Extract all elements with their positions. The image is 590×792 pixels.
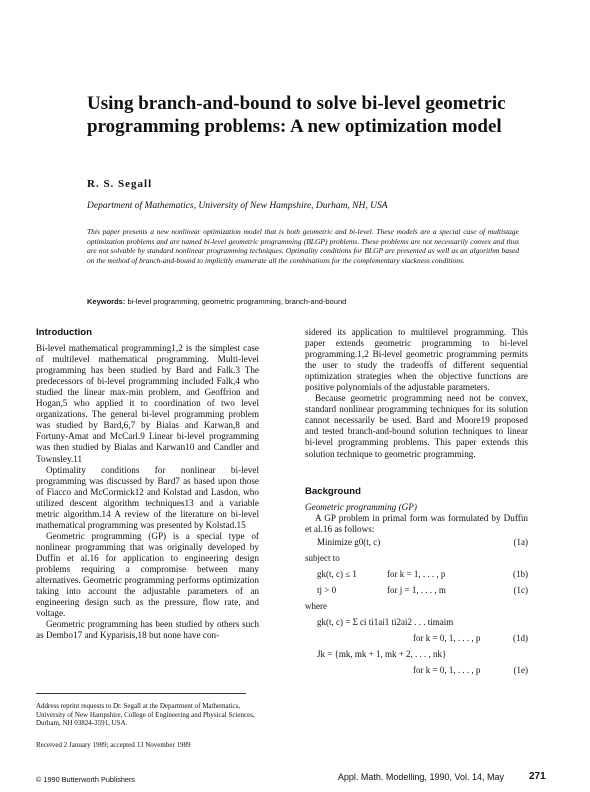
equation-number: (1e) bbox=[513, 664, 528, 675]
equation-lhs: Jk = {mk, mk + 1, mk + 2, . . . , nk} bbox=[317, 648, 447, 659]
section-heading-introduction: Introduction bbox=[36, 327, 92, 338]
intro-paragraph: Bi-level mathematical programming1,2 is the simplest case of multilevel mathematical programming. Multi-level programming has been studied by Bard and Falk.3 The predecessors of bi-level programming included Falk,4 who studied the linear max-min problem, and Geoffrion and Hogan,5 who applied it to coordination of two level organizations. The general bi-level programming problem was studied by Bard,6,7 by Bialas and Karwan,8 and Fortuny-Amat and McCarl.9 Linear bi-level programming was then studied by Bialas and Karwan10 and Candler and Townsley.11 bbox=[36, 343, 259, 464]
equation-row bbox=[305, 633, 528, 647]
author-name: R. S. Segall bbox=[87, 178, 153, 190]
equation-lhs: gk(t, c) = Σ ci ti1ai1 ti2ai2 . . . timaim bbox=[317, 616, 454, 627]
author-affiliation: Department of Mathematics, University of New Hampshire, Durham, NH, USA bbox=[87, 201, 388, 211]
intro-paragraph: Geometric programming (GP) is a special type of nonlinear programming that was originally developed by Duffin et al.16 for application to engineering design problems requiring a compromise between many alternatives. Geometric programming performs optimization taking into account the adjustable parameters of an engineering design such as the pressure, flow rate, and voltage. bbox=[36, 530, 259, 619]
equation-lhs: subject to bbox=[305, 552, 340, 563]
page-number: 271 bbox=[529, 771, 546, 782]
footnote-divider bbox=[36, 693, 246, 694]
abstract: This paper presents a new nonlinear optimization model that is both geometric and bi-level. These models are a special case of multistage optimization problems and are named bi-level geometric programming (BLGP) problems. These problems are not necessarily convex and thus are not solvable by standard nonlinear programming techniques. Optimality conditions for BLGP are presented as well as an algorithm based on the method of branch-and-bound to implicitly enumerate all the combinations for the complementary slackness conditions. bbox=[87, 227, 519, 265]
keywords-label: Keywords: bbox=[87, 297, 126, 306]
equation-lhs: tj > 0 bbox=[317, 584, 337, 595]
received-dates: Received 2 January 1989; accepted 13 November 1989 bbox=[36, 741, 191, 749]
right-column bbox=[305, 327, 528, 681]
left-column bbox=[36, 327, 259, 641]
equation-number: (1b) bbox=[513, 568, 528, 579]
gp-intro: A GP problem in primal form was formulated by Duffin et al.16 as follows: bbox=[305, 512, 528, 534]
equation-condition: for j = 1, . . . , m bbox=[387, 584, 446, 595]
equation-lhs: gk(t, c) ≤ 1 bbox=[317, 568, 357, 579]
equation-row bbox=[305, 617, 528, 631]
paper-title: Using branch-and-bound to solve bi-level geometric programming problems: A new optimization model bbox=[87, 93, 506, 137]
equation-row bbox=[305, 585, 528, 599]
equation-number: (1a) bbox=[513, 536, 528, 547]
subsection-heading: Geometric programming (GP) bbox=[305, 501, 417, 512]
copyright: © 1990 Butterworth Publishers bbox=[36, 775, 136, 784]
body-paragraph: Because geometric programming need not be convex, standard nonlinear programming techniques for its solution cannot necessarily be used. Bard and Moore19 proposed and tested branch-and-bound solution techniques to linear bi-level programming problems. This paper extends this solution technique to geometric programming. bbox=[305, 393, 528, 459]
equation-row bbox=[305, 569, 528, 583]
intro-paragraph: Optimality conditions for nonlinear bi-level programming was discussed by Bard7 as based upon those of Fiacco and McCormick12 and Kolstad and Lasdon, who utilized descent algorithm techniques13 and a variable metric algorithm.14 A review of the literature on bi-level mathematical programming was presented by Kolstad.15 bbox=[36, 464, 259, 530]
body-paragraph: sidered its application to multilevel programming. This paper extends geometric programming to bi-level programming.1,2 Bi-level geometric programming permits the user to study the tradeoffs of different sequential optimization strategies when the objective functions are positive polynomials of the adjustable parameters. bbox=[305, 327, 528, 393]
section-heading-background: Background bbox=[305, 485, 361, 497]
journal-citation: Appl. Math. Modelling, 1990, Vol. 14, May bbox=[337, 772, 504, 782]
equation-lhs: Minimize g0(t, c) bbox=[317, 536, 381, 547]
equation-row bbox=[305, 649, 528, 663]
intro-paragraph: Geometric programming has been studied by others such as Dembo17 and Kyparisis,18 but none have con- bbox=[36, 619, 259, 641]
equation-row bbox=[305, 601, 528, 615]
equation-row bbox=[305, 537, 528, 551]
equation-row bbox=[305, 665, 528, 679]
equation-row bbox=[305, 553, 528, 567]
keywords bbox=[87, 297, 519, 306]
equation-condition: for k = 1, . . . , p bbox=[387, 568, 446, 579]
equation-lhs: where bbox=[305, 600, 327, 611]
equation-condition: for k = 0, 1, . . . , p bbox=[413, 632, 481, 643]
equation-number: (1d) bbox=[513, 632, 528, 643]
footnote: Address reprint requests to Dr. Segall at the Department of Mathematics, University of New Hampshire, College of Engineering and Physical Sciences, Durham, NH 03824-3591, USA. bbox=[36, 702, 255, 727]
equation-number: (1c) bbox=[513, 584, 528, 595]
equation-block bbox=[305, 537, 528, 679]
keywords-text: bi-level programming, geometric programming, branch-and-bound bbox=[127, 297, 347, 306]
equation-condition: for k = 0, 1, . . . , p bbox=[413, 664, 481, 675]
